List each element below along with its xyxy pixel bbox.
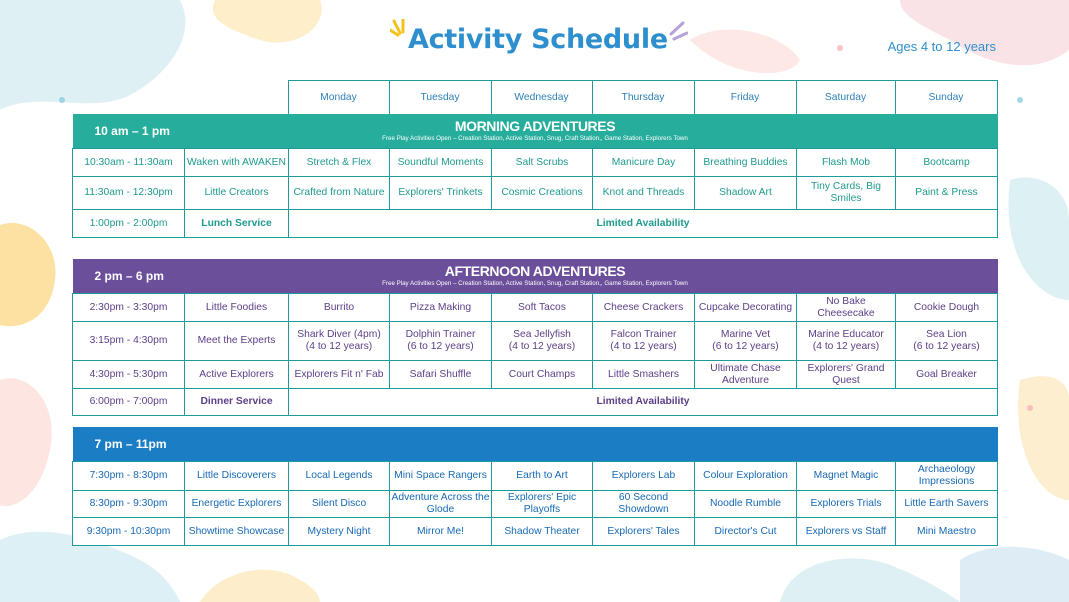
section-subtitle: Free Play Activities Open – Creation Station, Active Station, Snug, Craft Station,, Game Station, Explorers Town — [382, 280, 688, 287]
activity-age: (4 to 12 years) — [812, 341, 880, 352]
activity-name: Sea Jellyfish — [513, 329, 571, 340]
program-name: Little Foodies — [185, 294, 289, 322]
activity-cell: Earth to Art — [492, 462, 593, 491]
time-slot: 3:15pm - 4:30pm — [73, 322, 185, 361]
activity-cell: Cosmic Creations — [492, 177, 593, 210]
activity-cell: Explorers Lab — [593, 462, 695, 491]
section-time: 7 pm – 11pm — [94, 437, 167, 451]
activity-cell: Explorers' Trinkets — [390, 177, 492, 210]
activity-cell: Silent Disco — [289, 491, 390, 518]
day-header-row — [72, 80, 998, 115]
age-range-label: Ages 4 to 12 years — [887, 39, 996, 54]
activity-cell: Salt Scrubs — [492, 149, 593, 177]
morning-section — [72, 114, 998, 238]
time-slot: 7:30pm - 8:30pm — [73, 462, 185, 491]
activity-cell: Mini Space Rangers — [390, 462, 492, 491]
program-name: Little Creators — [185, 177, 289, 210]
time-slot: 9:30pm - 10:30pm — [73, 518, 185, 546]
program-name: Active Explorers — [185, 361, 289, 389]
activity-cell: Shadow Theater — [492, 518, 593, 546]
activity-cell: Director's Cut — [695, 518, 797, 546]
day-sunday: Sunday — [895, 81, 997, 115]
activity-name: Dolphin Trainer — [405, 329, 476, 340]
table-row — [73, 462, 998, 491]
evening-banner — [73, 427, 998, 462]
program-name: Energetic Explorers — [185, 491, 289, 518]
activity-cell: 60 Second Showdown — [593, 491, 695, 518]
time-slot: 6:00pm - 7:00pm — [73, 389, 185, 416]
activity-cell: Explorers Fit n' Fab — [289, 361, 390, 389]
time-slot: 2:30pm - 3:30pm — [73, 294, 185, 322]
evening-section — [72, 427, 998, 546]
activity-age: (4 to 12 years) — [508, 341, 576, 352]
section-time: 10 am – 1 pm — [94, 124, 170, 138]
activity-cell — [492, 322, 593, 361]
activity-cell: Crafted from Nature — [289, 177, 390, 210]
activity-cell — [593, 322, 695, 361]
program-name: Meet the Experts — [185, 322, 289, 361]
table-row — [73, 491, 998, 518]
activity-cell: Cookie Dough — [896, 294, 998, 322]
activity-age: (6 to 12 years) — [913, 341, 980, 352]
activity-cell — [289, 322, 390, 361]
blank-cell — [184, 81, 288, 115]
day-thursday: Thursday — [592, 81, 694, 115]
page-title-group — [390, 14, 688, 64]
activity-cell: Little Smashers — [593, 361, 695, 389]
activity-name: Marine Vet — [720, 329, 771, 340]
activity-cell: Little Earth Savers — [896, 491, 998, 518]
activity-cell: Flash Mob — [797, 149, 896, 177]
activity-age: (6 to 12 years) — [407, 341, 474, 352]
activity-age: (4 to 12 years) — [610, 341, 677, 352]
activity-cell: Soft Tacos — [492, 294, 593, 322]
activity-cell — [695, 322, 797, 361]
activity-cell: Cupcake Decorating — [695, 294, 797, 322]
section-title: AFTERNOON ADVENTURES — [444, 263, 626, 279]
activity-cell: Cheese Crackers — [593, 294, 695, 322]
day-wednesday: Wednesday — [491, 81, 592, 115]
activity-cell: Explorers Trials — [797, 491, 896, 518]
activity-cell — [390, 322, 492, 361]
table-row — [73, 177, 998, 210]
activity-cell: Tiny Cards, Big Smiles — [797, 177, 896, 210]
time-slot: 8:30pm - 9:30pm — [73, 491, 185, 518]
meal-row — [73, 389, 998, 416]
activity-cell: Adventure Across the Glode — [390, 491, 492, 518]
day-tuesday: Tuesday — [389, 81, 491, 115]
day-friday: Friday — [694, 81, 796, 115]
page-title: Activity Schedule — [408, 23, 668, 55]
activity-cell: Manicure Day — [593, 149, 695, 177]
day-monday: Monday — [288, 81, 389, 115]
activity-cell: Magnet Magic — [797, 462, 896, 491]
activity-age: (6 to 12 years) — [712, 341, 779, 352]
activity-name: Falcon Trainer — [610, 329, 677, 340]
afternoon-banner — [73, 259, 998, 294]
time-slot: 10:30am - 11:30am — [73, 149, 185, 177]
activity-cell: Colour Exploration — [695, 462, 797, 491]
sparkle-icon — [668, 19, 688, 47]
table-row — [73, 294, 998, 322]
activity-cell — [797, 322, 896, 361]
activity-cell: Knot and Threads — [593, 177, 695, 210]
meal-row — [73, 210, 998, 238]
activity-cell: No Bake Cheesecake — [797, 294, 896, 322]
time-slot: 11:30am - 12:30pm — [73, 177, 185, 210]
activity-age: (4 to 12 years) — [305, 341, 373, 352]
activity-cell — [896, 322, 998, 361]
time-slot: 4:30pm - 5:30pm — [73, 361, 185, 389]
activity-cell: Local Legends — [289, 462, 390, 491]
activity-cell: Explorers' Grand Quest — [797, 361, 896, 389]
table-row — [73, 149, 998, 177]
activity-cell: Goal Breaker — [896, 361, 998, 389]
section-subtitle: Free Play Activities Open – Creation Station, Active Station, Snug, Craft Station,, Game Station, Explorers Town — [382, 135, 688, 142]
time-slot: 1:00pm - 2:00pm — [73, 210, 185, 238]
activity-cell: Soundful Moments — [390, 149, 492, 177]
table-row — [73, 518, 998, 546]
activity-cell: Breathing Buddies — [695, 149, 797, 177]
availability-note: Limited Availability — [289, 210, 998, 238]
program-name: Showtime Showcase — [185, 518, 289, 546]
activity-name: Sea Lion — [926, 329, 967, 340]
program-name: Waken with AWAKEN — [185, 149, 289, 177]
activity-cell: Noodle Rumble — [695, 491, 797, 518]
sun-burst-icon — [390, 19, 410, 47]
table-row — [73, 322, 998, 361]
section-title: MORNING ADVENTURES — [454, 118, 616, 134]
blank-cell — [72, 81, 184, 115]
activity-cell: Shadow Art — [695, 177, 797, 210]
activity-cell: Pizza Making — [390, 294, 492, 322]
afternoon-section — [72, 259, 998, 416]
activity-cell: Mystery Night — [289, 518, 390, 546]
activity-cell: Archaeology Impressions — [896, 462, 998, 491]
morning-banner — [73, 114, 998, 149]
section-time: 2 pm – 6 pm — [94, 269, 164, 283]
activity-cell: Stretch & Flex — [289, 149, 390, 177]
activity-cell: Explorers' Tales — [593, 518, 695, 546]
program-name: Little Discoverers — [185, 462, 289, 491]
activity-cell: Court Champs — [492, 361, 593, 389]
activity-cell: Mini Maestro — [896, 518, 998, 546]
activity-cell: Mirror Me! — [390, 518, 492, 546]
day-saturday: Saturday — [796, 81, 895, 115]
activity-cell: Ultimate Chase Adventure — [695, 361, 797, 389]
meal-label: Dinner Service — [185, 389, 289, 416]
activity-cell: Bootcamp — [896, 149, 998, 177]
activity-name: Marine Educator — [808, 329, 884, 340]
meal-label: Lunch Service — [185, 210, 289, 238]
activity-cell: Safari Shuffle — [390, 361, 492, 389]
activity-cell: Burrito — [289, 294, 390, 322]
activity-name: Shark Diver (4pm) — [297, 329, 381, 340]
table-row — [73, 361, 998, 389]
availability-note: Limited Availability — [289, 389, 998, 416]
activity-cell: Paint & Press — [896, 177, 998, 210]
activity-cell: Explorers vs Staff — [797, 518, 896, 546]
activity-cell: Explorers' Epic Playoffs — [492, 491, 593, 518]
